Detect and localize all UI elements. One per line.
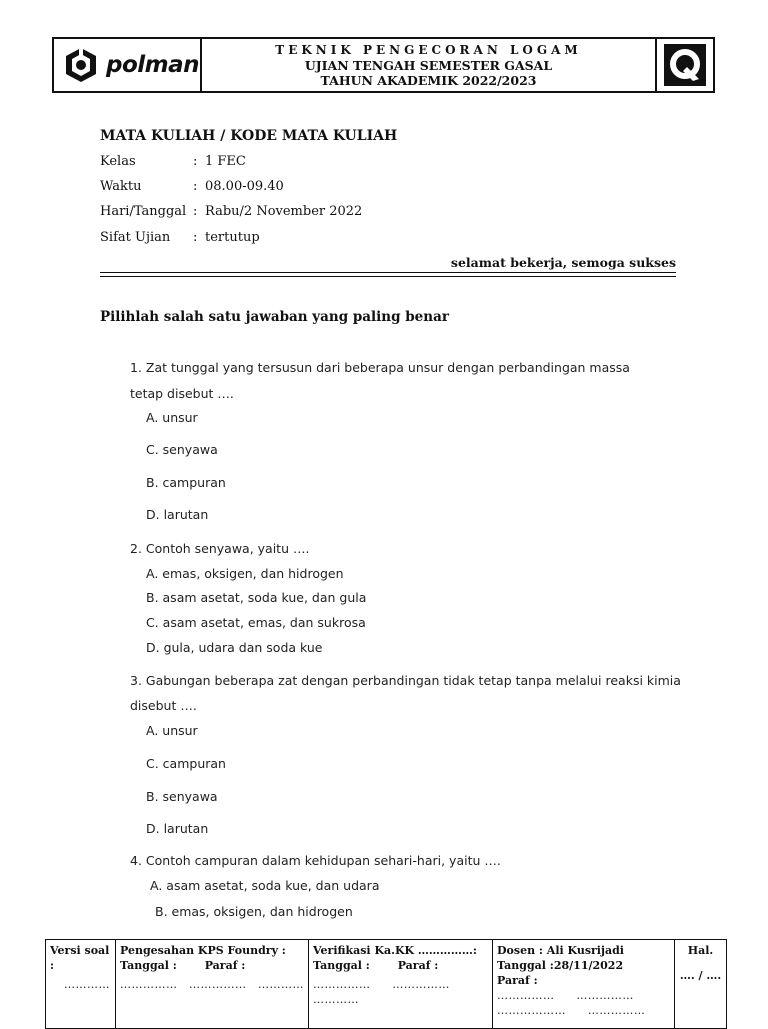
info-value-waktu: 08.00-09.40 xyxy=(205,179,284,194)
info-label-waktu: Waktu xyxy=(100,179,142,194)
paraf-label: Paraf : xyxy=(204,959,246,972)
footer-verifikasi xyxy=(309,940,493,1028)
signature-line: …………… xyxy=(587,1004,646,1017)
signature-line: …………… xyxy=(189,978,247,991)
approval-footer xyxy=(45,939,727,1029)
dosen-tanggal: Tanggal :28/11/2022 xyxy=(497,959,624,972)
info-colon: : xyxy=(193,179,198,194)
info-value-hari: Rabu/2 November 2022 xyxy=(205,204,363,219)
institution-logo xyxy=(54,39,202,91)
question-1-option: B. campuran xyxy=(146,475,226,490)
question-4-text: 4. Contoh campuran dalam kehidupan sehari-hari, yaitu …. xyxy=(130,853,501,868)
quality-logo xyxy=(655,39,713,91)
info-value-sifat: tertutup xyxy=(205,230,260,245)
question-2-option: B. asam asetat, soda kue, dan gula xyxy=(146,590,367,605)
question-3-text-cont: disebut …. xyxy=(130,698,197,713)
signature-line: ………… xyxy=(258,978,304,991)
signature-line: …………… xyxy=(392,978,450,991)
info-label-hari: Hari/Tanggal xyxy=(100,204,187,219)
question-2-option: C. asam asetat, emas, dan sukrosa xyxy=(146,615,366,630)
question-3-option: D. larutan xyxy=(146,821,209,836)
info-label-kelas: Kelas xyxy=(100,154,136,169)
question-3-option: A. unsur xyxy=(146,723,198,738)
question-4-option: B. emas, oksigen, dan hidrogen xyxy=(155,904,353,919)
instruction-text: Pilihlah salah satu jawaban yang paling benar xyxy=(100,309,449,325)
question-2-option: D. gula, udara dan soda kue xyxy=(146,640,323,655)
divider xyxy=(100,276,676,277)
dosen-label: Dosen : Ali Kusrijadi xyxy=(497,944,624,957)
question-1-option: A. unsur xyxy=(146,410,198,425)
dosen-paraf: Paraf : xyxy=(497,974,538,987)
question-3-option: C. campuran xyxy=(146,756,226,771)
tanggal-label: Tanggal : xyxy=(313,959,370,972)
header-titles xyxy=(202,39,655,91)
question-4-option: A. asam asetat, soda kue, dan udara xyxy=(150,878,380,893)
info-value-kelas: 1 FEC xyxy=(205,154,246,169)
question-3-text: 3. Gabungan beberapa zat dengan perbandingan tidak tetap tanpa melalui reaksi kimia xyxy=(130,673,681,688)
hal-value: …. / …. xyxy=(679,969,722,982)
footer-versi xyxy=(46,940,116,1028)
signature-line: …………… xyxy=(497,989,555,1002)
signature-line: ………… xyxy=(313,993,359,1006)
course-title: MATA KULIAH / KODE MATA KULIAH xyxy=(100,128,398,144)
greeting-text: selamat bekerja, semoga sukses xyxy=(450,255,676,270)
question-2-text: 2. Contoh senyawa, yaitu …. xyxy=(130,541,310,556)
question-1-option: D. larutan xyxy=(146,507,209,522)
academic-year: TAHUN AKADEMIK 2022/2023 xyxy=(320,72,537,88)
info-label-sifat: Sifat Ujian xyxy=(100,230,171,245)
polman-logo-icon xyxy=(62,46,100,84)
info-colon: : xyxy=(193,154,198,169)
paraf-label: Paraf : xyxy=(397,959,439,972)
info-colon: : xyxy=(193,204,198,219)
info-colon: : xyxy=(193,230,198,245)
hal-label: Hal. xyxy=(687,944,714,957)
question-2-option: A. emas, oksigen, dan hidrogen xyxy=(146,566,344,581)
versi-label: Versi soal : xyxy=(50,944,110,972)
signature-line: …………… xyxy=(313,978,371,991)
logo-text: polman xyxy=(106,52,200,78)
signature-line: …………… xyxy=(576,989,634,1002)
exam-title: UJIAN TENGAH SEMESTER GASAL xyxy=(304,57,553,73)
footer-dosen xyxy=(493,940,675,1028)
footer-halaman xyxy=(675,940,726,1028)
question-1-text-cont: tetap disebut …. xyxy=(130,386,234,401)
question-1-text: 1. Zat tunggal yang tersusun dari beberapa unsur dengan perbandingan massa xyxy=(130,360,630,375)
signature-line: ……………… xyxy=(497,1004,566,1017)
tanggal-label: Tanggal : xyxy=(120,959,177,972)
footer-pengesahan xyxy=(116,940,309,1028)
divider xyxy=(100,272,676,273)
exam-header xyxy=(52,37,715,93)
pengesahan-label: Pengesahan KPS Foundry : xyxy=(120,944,286,957)
verifikasi-label: Verifikasi Ka.KK ……………: xyxy=(313,944,477,957)
question-3-option: B. senyawa xyxy=(146,789,218,804)
signature-line: …………… xyxy=(120,978,178,991)
question-1-option: C. senyawa xyxy=(146,442,218,457)
versi-value: ………… xyxy=(64,978,110,991)
department-title: TEKNIK PENGECORAN LOGAM xyxy=(275,42,582,57)
q-logo-icon xyxy=(663,43,707,87)
